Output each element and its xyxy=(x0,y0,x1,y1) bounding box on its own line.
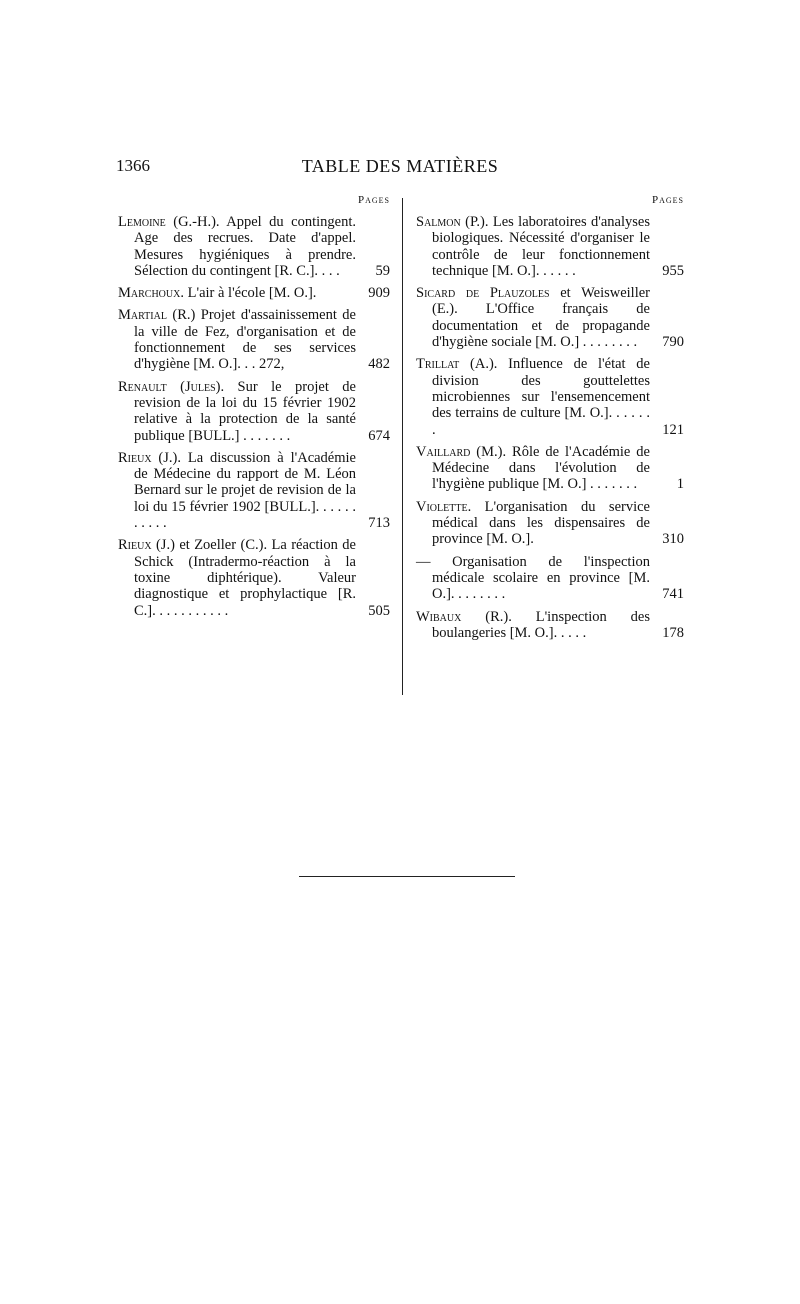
entry-description: (J.) et Zoeller (C.). La réaction de Schick (Intradermo-réaction à la toxine diphtérique). Valeur diagnostique et prophylactique [R. C.]. . . . . . . . . . . xyxy=(134,537,356,619)
index-entry xyxy=(416,285,684,350)
author-name: Vaillard xyxy=(416,443,471,460)
author-name: Wibaux xyxy=(416,608,462,625)
pages-label: Pages xyxy=(651,194,684,206)
index-entry xyxy=(118,379,390,444)
column-divider xyxy=(402,198,403,695)
page-reference: 482 xyxy=(368,356,390,373)
page-reference: 741 xyxy=(662,586,684,603)
page-number: 1366 xyxy=(116,156,150,175)
author-name: Marchoux xyxy=(118,285,181,302)
author-name: Salmon xyxy=(416,214,461,230)
pages-label: Pages xyxy=(357,194,390,206)
author-name: Martial xyxy=(118,307,167,324)
author-name: Sicard de Plauzoles xyxy=(416,285,550,302)
page-reference: 1 xyxy=(676,476,684,493)
page-reference: 505 xyxy=(368,602,390,619)
index-entry xyxy=(416,609,684,642)
index-entry xyxy=(416,554,684,603)
author-name: Renault (Jules) xyxy=(118,378,221,395)
index-entry xyxy=(118,307,390,372)
index-entry xyxy=(416,214,684,279)
page-reference: 790 xyxy=(662,334,684,351)
author-name: Trillat xyxy=(416,356,460,373)
page-reference: 121 xyxy=(662,421,684,438)
index-entry xyxy=(416,444,684,493)
left-column xyxy=(118,194,390,625)
index-entry xyxy=(118,285,390,301)
entry-description: (M.). Rôle de l'Académie de Médecine dans l'évolution de l'hygiène publique [M. O.] . . . . . . . xyxy=(432,443,650,493)
entry-description: . Sur le projet de revision de la loi du 15 février 1902 relative à la protection de la santé publique [BULL.] . . . . . . . xyxy=(134,378,356,444)
author-name: Lemoine xyxy=(118,214,166,230)
entry-description: . L'organisation du service médical dans les dispensaires de province [M. O.]. xyxy=(432,498,650,548)
entry-description: et Weisweiller (E.). L'Office français de documentation et de propagande d'hygiène sociale [M. O.] . . . . . . . . xyxy=(432,285,651,351)
page-reference: 955 xyxy=(662,262,684,279)
index-entry xyxy=(118,450,390,531)
entry-description: (A.). Influence de l'état de division des gouttelettes microbiennes sur l'ensemencement des terrains de culture [M. O.]. . . . . . . xyxy=(432,356,650,438)
entry-description: (J.). La discussion à l'Académie de Médecine du rapport de M. Léon Bernard sur le projet de revision de la loi du 15 février 1902 [BULL.]. . . . . . . . . . . xyxy=(134,449,356,532)
page-reference: 178 xyxy=(662,624,684,641)
entry-description: (G.-H.). Appel du contingent. Age des recrues. Date d'appel. Mesures hygiéniques à prendre. Sélection du contingent [R. C.]. . . . xyxy=(134,214,356,279)
page-reference: 59 xyxy=(375,262,390,279)
entry-description: — Organisation de l'inspection médicale scolaire en province [M. O.]. . . . . . . . xyxy=(416,553,650,603)
entry-description: . L'air à l'école [M. O.]. xyxy=(180,285,317,302)
index-entry xyxy=(118,214,390,279)
index-entry xyxy=(118,537,390,618)
footer-rule xyxy=(299,876,515,877)
page-reference: 909 xyxy=(368,285,390,302)
entry-description: (R.) Projet d'assainissement de la ville de Fez, d'organisation et de fonctionnement de ses services d'hygiène [M. O.]. . . 272, xyxy=(134,307,356,373)
entry-description: (R.). L'inspection des boulangeries [M. O.]. . . . . xyxy=(432,608,650,641)
page-header xyxy=(116,156,684,184)
author-name: Rieux xyxy=(118,537,152,554)
author-name: Violette xyxy=(416,498,468,515)
index-entry xyxy=(416,499,684,548)
entry-list xyxy=(118,214,390,619)
index-entry xyxy=(416,356,684,437)
page-reference: 713 xyxy=(368,515,390,532)
page-reference: 674 xyxy=(368,427,390,444)
entry-description: (P.). Les laboratoires d'analyses biologiques. Nécessité d'organiser le contrôle de leur fonctionnement technique [M. O.]. . . . . . xyxy=(432,214,650,279)
entry-list xyxy=(416,214,684,641)
page-reference: 310 xyxy=(662,531,684,548)
running-title: TABLE DES MATIÈRES xyxy=(301,156,499,176)
author-name: Rieux xyxy=(118,449,152,466)
right-column xyxy=(416,194,684,647)
